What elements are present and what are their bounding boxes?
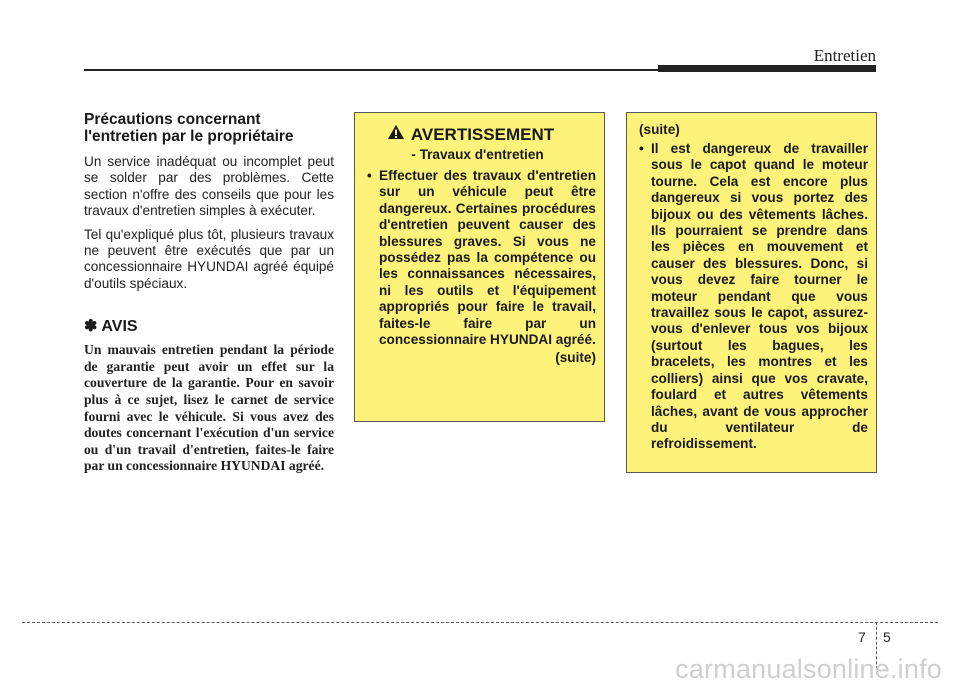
page-number: 5 (883, 629, 891, 645)
avis-title-text: AVIS (101, 318, 138, 336)
page-chapter: 7 (858, 629, 866, 645)
header-title: Entretien (813, 46, 876, 65)
bullet: • (367, 168, 372, 183)
header-bar (658, 65, 876, 72)
warning-title: AVERTISSEMENT (410, 124, 555, 144)
asterisk-icon: ✽ (84, 318, 98, 336)
left-column (84, 111, 334, 475)
warning-item-text: Il est dangereux de travailler sous le capot quand le moteur tourne. Cela est encore plus dangereux si vous portez des bijoux ou des vêtements lâches. Ils pourraient se prendre dans les pièces en mouvement et causer des blessures. Donc, si vous devez faire tourner le moteur pendant que vous travaillez sous le capot, assurez-vous d'enlever tous vos bijoux (surtout les bagues, les bracelets, les montres et les colliers) ainsi que vos cravate, foulard et autres vêtements lâches, avant de vous approcher du ventilateur de refroidissement. (651, 141, 868, 452)
warning-box-maintenance (354, 112, 605, 422)
warning-triangle-icon (387, 124, 405, 145)
warning-item-text: Effectuer des travaux d'entretien sur un véhicule peut être dangereux. Certaines procédures d'entretien peuvent causer des blessures graves. Si vous ne possédez pas la compétence ou les connaissances nécessaires, ni les outils et l'équipement appropriés pour faire le travail, faites-le faire par un concessionnaire HYUNDAI agréé. (379, 168, 596, 348)
warning-list (367, 168, 596, 348)
section-title: Précautions concernant l'entretien par le propriétaire (84, 111, 294, 145)
continued-label: (suite) (639, 122, 680, 137)
warning-list (639, 141, 868, 453)
warning-header (367, 124, 574, 145)
avis-text: Un mauvais entretien pendant la période de garantie peut avoir un effet sur la couverture de la garantie. Pour en savoir plus à ce sujet, lisez le carnet de service fourni avec le véhicule. Si vous avez des doutes concernant l'exécution d'un service ou d'un travail d'entretien, faites-le faire par un concessionnaire HYUNDAI agréé. (84, 342, 334, 474)
bullet: • (639, 141, 644, 156)
paragraph: Un service inadéquat ou incomplet peut se solder par des problèmes. Cette section n'offre des conseils que pour les travaux d'entretien simples à exécuter. (84, 154, 334, 219)
paragraph: Tel qu'expliqué plus tôt, plusieurs travaux ne peuvent être exécutés que par un concessionnaire HYUNDAI agréé équipé d'outils spéciaux. (84, 226, 334, 291)
warning-box-continued (626, 112, 877, 473)
header-rule (84, 69, 658, 71)
warning-subtitle: - Travaux d'entretien (411, 147, 544, 162)
list-item (367, 168, 596, 348)
continued-label: (suite) (555, 350, 596, 366)
footer-rule (22, 622, 938, 623)
avis-title (84, 316, 334, 336)
watermark: carmanualsonline.info (675, 654, 942, 684)
list-item (639, 141, 868, 453)
